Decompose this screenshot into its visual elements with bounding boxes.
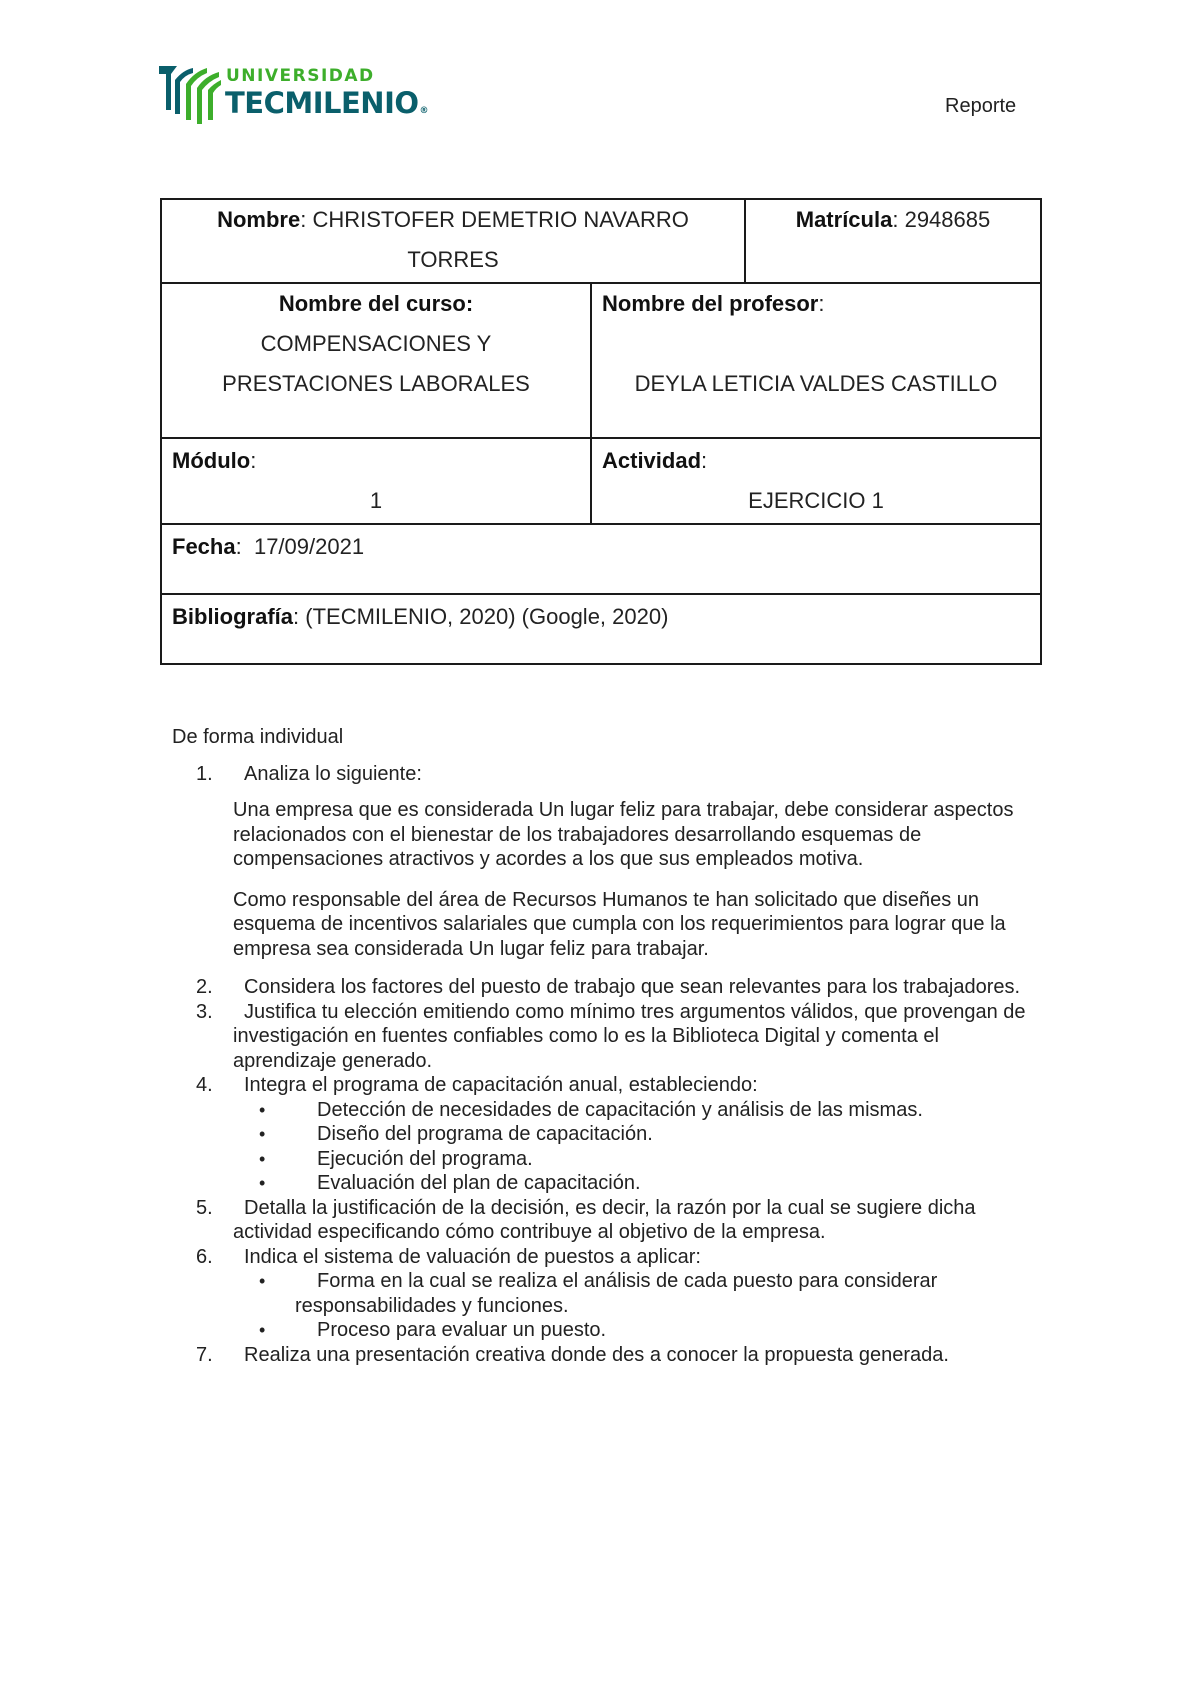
- curso-value-line2: PRESTACIONES LABORALES: [222, 371, 530, 396]
- profesor-separator: :: [818, 291, 825, 316]
- bullet-icon: •: [259, 1320, 266, 1340]
- bullet-text: Diseño del programa de capacitación.: [317, 1123, 653, 1145]
- list-item-text: Integra el programa de capacitación anual, estableciendo:: [244, 1074, 758, 1096]
- tecmilenio-logo-mark-icon: [157, 62, 223, 126]
- bullet-text: Proceso para evaluar un puesto.: [317, 1319, 607, 1341]
- bibliografia-value: (TECMILENIO, 2020) (Google, 2020): [305, 604, 669, 629]
- list-item-text: Realiza una presentación creativa donde des a conocer la propuesta generada.: [244, 1343, 949, 1366]
- bullet-item: [233, 1171, 1042, 1196]
- bullet-icon: •: [259, 1099, 266, 1120]
- curso-label: Nombre del curso:: [278, 291, 474, 316]
- modulo-label: Módulo: [172, 448, 251, 473]
- curso-value-line1: COMPENSACIONES Y: [260, 331, 492, 356]
- bullet-text: Evaluación del plan de capacitación.: [317, 1172, 641, 1194]
- matricula-separator: :: [892, 207, 905, 232]
- list-item: [172, 1000, 1042, 1074]
- bullet-text: Forma en la cual se realiza el análisis de cada puesto para considerar responsabilidades y funciones.: [295, 1270, 938, 1317]
- bullet-item: [233, 1318, 1042, 1343]
- list-item-number: 1.: [196, 762, 213, 785]
- fecha-label: Fecha: [172, 534, 236, 559]
- matricula-cell: [745, 199, 1041, 283]
- profesor-label: Nombre del profesor: [602, 291, 819, 316]
- list-item: [172, 762, 1042, 962]
- actividad-label: Actividad: [602, 448, 702, 473]
- matricula-value: 2948685: [904, 207, 991, 232]
- fecha-separator: :: [235, 534, 242, 559]
- bibliografia-cell: [161, 594, 1041, 664]
- list-item-number: 2.: [196, 976, 213, 998]
- instructions-list: [172, 762, 1042, 1368]
- list-item: [172, 975, 1042, 1000]
- bullet-item: [233, 1269, 1042, 1318]
- logo-wordmark: TECMILENIO: [225, 86, 419, 120]
- modulo-cell: [161, 438, 591, 524]
- list-item-text: Justifica tu elección emitiendo como mínimo tres argumentos válidos, que provengan de investigación en fuentes confiables como lo es la Biblioteca Digital y comenta el aprendizaje generado.: [233, 1000, 1026, 1072]
- instructions-intro: De forma individual: [172, 726, 344, 748]
- bullet-item: [233, 1147, 1042, 1172]
- actividad-value: EJERCICIO 1: [748, 488, 884, 513]
- info-row-modulo: [161, 438, 1041, 524]
- bibliografia-separator: :: [293, 604, 300, 629]
- list-item-text: Considera los factores del puesto de trabajo que sean relevantes para los trabajadores.: [244, 976, 1021, 998]
- profesor-cell: [591, 283, 1041, 438]
- nombre-separator: :: [300, 207, 313, 232]
- logo-text-bottom: [225, 86, 429, 120]
- bullet-item: [233, 1098, 1042, 1123]
- nombre-value-line1: CHRISTOFER DEMETRIO NAVARRO: [312, 207, 689, 232]
- fecha-cell: [161, 524, 1041, 594]
- list-item-text: Analiza lo siguiente:: [244, 762, 422, 785]
- logo-registered-mark: ®: [419, 106, 429, 116]
- bullet-text: Detección de necesidades de capacitación y análisis de las mismas.: [317, 1098, 923, 1121]
- bullet-icon: •: [259, 1124, 266, 1144]
- list-item: [172, 1343, 1042, 1368]
- case-paragraph: Una empresa que es considerada Un lugar feliz para trabajar, debe considerar aspectos relacionados con el bienestar de los trabajadores desarrollando esquemas de compensaciones atractivos y acordes a los que sus empleados motiva.: [233, 799, 1014, 870]
- bullet-item: [233, 1122, 1042, 1147]
- list-item-text: Detalla la justificación de la decisión, es decir, la razón por la cual se sugiere dicha actividad especificando cómo contribuye al objetivo de la empresa.: [233, 1196, 976, 1243]
- actividad-separator: :: [701, 448, 708, 473]
- case-paragraph: Como responsable del área de Recursos Humanos te han solicitado que diseñes un esquema de incentivos salariales que cumpla con los requerimientos para lograr que la empresa sea considerada Un lugar feliz para trabajar.: [233, 888, 1006, 960]
- student-info-table: [160, 198, 1042, 665]
- instructions-section: [172, 725, 1042, 1367]
- info-row-curso: [161, 283, 1041, 438]
- modulo-separator: :: [250, 448, 257, 473]
- bullet-list: [233, 1098, 1042, 1196]
- bullet-list: [233, 1269, 1042, 1343]
- list-item-number: 6.: [196, 1245, 213, 1268]
- list-item-number: 5.: [196, 1196, 213, 1219]
- university-logo: [157, 60, 457, 130]
- nombre-label: Nombre: [217, 207, 301, 232]
- list-item-text: Indica el sistema de valuación de puestos a aplicar:: [244, 1245, 701, 1268]
- list-item: [172, 1245, 1042, 1343]
- list-item: [172, 1073, 1042, 1196]
- list-item-number: 7.: [196, 1343, 213, 1366]
- nombre-value-line2: TORRES: [407, 247, 499, 272]
- bullet-icon: •: [259, 1173, 266, 1193]
- bibliografia-label: Bibliografía: [172, 604, 294, 629]
- profesor-value: DEYLA LETICIA VALDES CASTILLO: [634, 371, 998, 396]
- fecha-value: 17/09/2021: [253, 534, 365, 559]
- matricula-label: Matrícula: [795, 207, 893, 232]
- document-type-label: Reporte: [945, 95, 1017, 117]
- curso-cell: [161, 283, 591, 438]
- logo-text-top: UNIVERSIDAD: [226, 66, 375, 86]
- modulo-value: 1: [369, 488, 383, 513]
- bullet-text: Ejecución del programa.: [317, 1147, 533, 1170]
- list-item-number: 3.: [196, 1000, 213, 1023]
- bullet-icon: •: [259, 1271, 266, 1291]
- nombre-cell: [161, 199, 745, 283]
- list-item: [172, 1196, 1042, 1245]
- actividad-cell: [591, 438, 1041, 524]
- list-item-number: 4.: [196, 1074, 213, 1096]
- info-row-nombre: [161, 199, 1041, 283]
- info-row-fecha: [161, 524, 1041, 594]
- info-row-bibliografia: [161, 594, 1041, 664]
- bullet-icon: •: [259, 1148, 266, 1169]
